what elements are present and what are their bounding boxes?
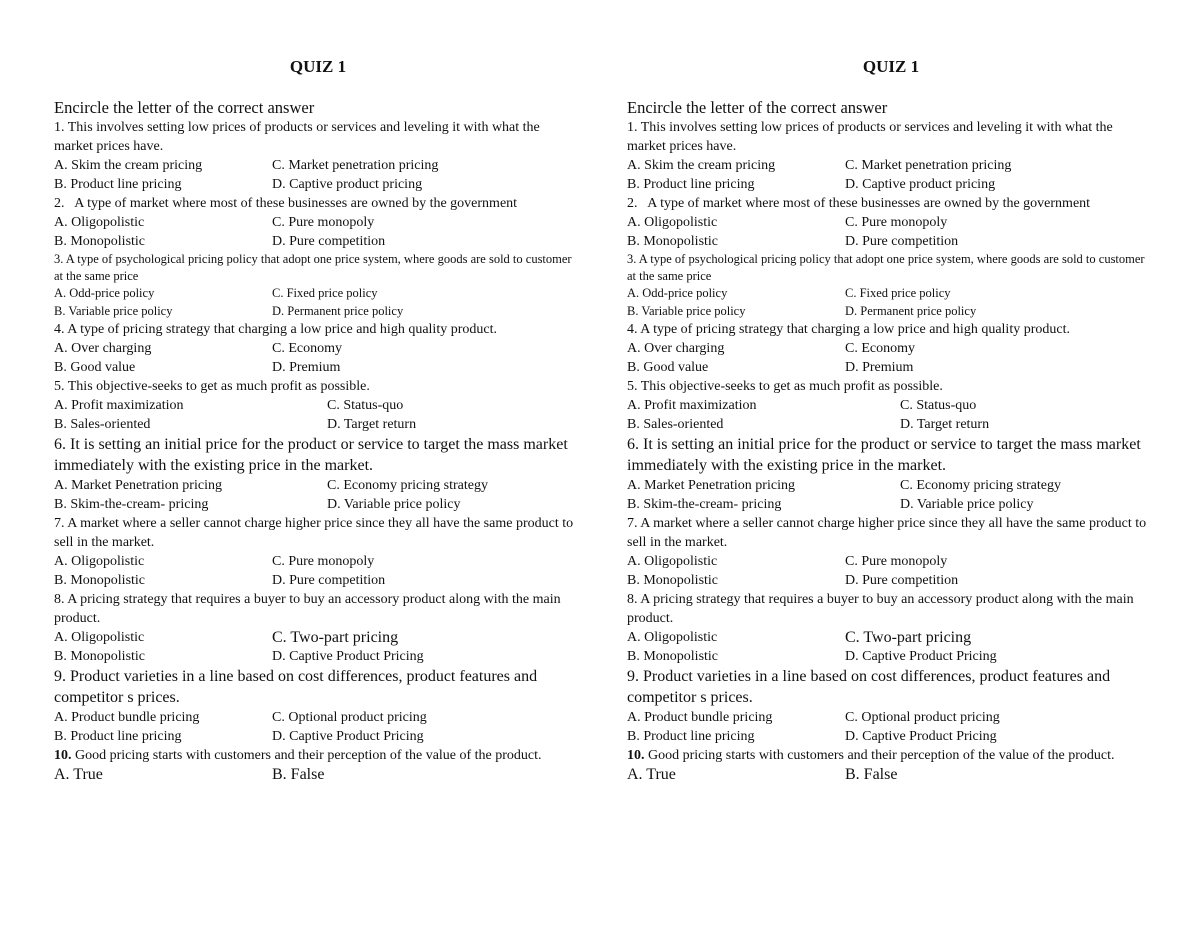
option-a: A. Oligopolistic bbox=[627, 215, 718, 230]
option-row bbox=[54, 765, 574, 785]
option-b: B. Monopolistic bbox=[54, 573, 146, 588]
option-row bbox=[54, 156, 574, 175]
question-2 bbox=[627, 194, 1147, 251]
quiz-column-right bbox=[627, 56, 1147, 785]
option-b: B. Good value bbox=[627, 360, 709, 375]
question-3 bbox=[627, 251, 1147, 320]
question-10 bbox=[627, 746, 1147, 785]
option-b: B. Skim-the-cream- pricing bbox=[54, 497, 209, 512]
option-a: A. Oligopolistic bbox=[627, 554, 718, 569]
option-d: D. Target return bbox=[900, 417, 990, 432]
question-5 bbox=[54, 377, 574, 434]
option-row bbox=[627, 647, 1147, 666]
option-a: A. True bbox=[54, 766, 103, 783]
option-row bbox=[627, 232, 1147, 251]
option-b: B. False bbox=[845, 766, 898, 783]
question-4 bbox=[627, 320, 1147, 377]
option-b: B. Sales-oriented bbox=[54, 417, 151, 432]
option-c: C. Pure monopoly bbox=[845, 215, 948, 230]
option-row bbox=[627, 495, 1147, 514]
question-stem: 6. It is setting an initial price for the product or service to target the mass market immediately with the existing price in the market. bbox=[54, 436, 568, 474]
question-stem: 9. Product varieties in a line based on cost differences, product features and competitor s prices. bbox=[627, 668, 1111, 706]
option-a: A. Market Penetration pricing bbox=[54, 478, 222, 493]
option-row bbox=[627, 396, 1147, 415]
option-d: D. Pure competition bbox=[272, 573, 386, 588]
option-row bbox=[54, 285, 574, 303]
option-row bbox=[54, 396, 574, 415]
option-c: C. Fixed price policy bbox=[272, 286, 378, 300]
option-row bbox=[627, 156, 1147, 175]
question-7 bbox=[54, 514, 574, 590]
question-8 bbox=[627, 590, 1147, 666]
option-a: A. Oligopolistic bbox=[54, 215, 145, 230]
option-row bbox=[54, 175, 574, 194]
option-c: C. Economy pricing strategy bbox=[900, 478, 1061, 493]
option-row bbox=[54, 628, 574, 647]
question-3 bbox=[54, 251, 574, 320]
question-10 bbox=[54, 746, 574, 785]
question-stem bbox=[627, 746, 1147, 765]
option-c: C. Economy pricing strategy bbox=[327, 478, 488, 493]
option-b: B. Monopolistic bbox=[627, 234, 719, 249]
question-stem bbox=[54, 746, 574, 765]
option-d: D. Captive product pricing bbox=[845, 177, 996, 192]
question-text: Good pricing starts with customers and their perception of the value of the product. bbox=[644, 748, 1115, 763]
option-d: D. Pure competition bbox=[272, 234, 386, 249]
question-2 bbox=[54, 194, 574, 251]
option-row bbox=[627, 175, 1147, 194]
option-row bbox=[627, 303, 1147, 321]
quiz-column-left bbox=[54, 56, 574, 785]
option-b: B. Variable price policy bbox=[627, 303, 746, 318]
option-a: A. Market Penetration pricing bbox=[627, 478, 795, 493]
option-c: C. Optional product pricing bbox=[845, 710, 1000, 725]
option-b: B. Product line pricing bbox=[54, 177, 182, 192]
question-stem: 8. A pricing strategy that requires a buyer to buy an accessory product along with the main product. bbox=[627, 592, 1134, 626]
question-8 bbox=[54, 590, 574, 666]
option-a: A. Odd-price policy bbox=[627, 286, 728, 300]
question-stem: 1. This involves setting low prices of products or services and leveling it with what the market prices have. bbox=[627, 120, 1113, 154]
option-d: D. Variable price policy bbox=[327, 497, 461, 512]
option-row bbox=[627, 358, 1147, 377]
question-6 bbox=[627, 434, 1147, 514]
option-row bbox=[54, 647, 574, 666]
question-stem: 7. A market where a seller cannot charge higher price since they all have the same product to sell in the market. bbox=[627, 516, 1147, 550]
option-b: B. Product line pricing bbox=[627, 729, 755, 744]
option-row bbox=[54, 552, 574, 571]
question-text: Good pricing starts with customers and their perception of the value of the product. bbox=[71, 748, 542, 763]
question-stem: 8. A pricing strategy that requires a buyer to buy an accessory product along with the main product. bbox=[54, 592, 561, 626]
option-row bbox=[627, 552, 1147, 571]
question-7 bbox=[627, 514, 1147, 590]
option-a: A. Over charging bbox=[627, 341, 725, 356]
question-stem: 4. A type of pricing strategy that charging a low price and high quality product. bbox=[54, 322, 497, 337]
option-row bbox=[54, 571, 574, 590]
option-row bbox=[54, 708, 574, 727]
option-d: D. Pure competition bbox=[845, 234, 959, 249]
option-row bbox=[627, 765, 1147, 785]
option-a: A. True bbox=[627, 766, 676, 783]
question-stem: 3. A type of psychological pricing policy that adopt one price system, where goods are sold to customer at the same price bbox=[54, 252, 572, 283]
option-d: D. Permanent price policy bbox=[845, 303, 977, 318]
option-row bbox=[627, 628, 1147, 647]
question-number: 10. bbox=[627, 748, 645, 763]
option-a: A. Oligopolistic bbox=[54, 630, 145, 645]
option-a: A. Skim the cream pricing bbox=[627, 158, 776, 173]
option-b: B. Monopolistic bbox=[54, 649, 146, 664]
option-c: C. Optional product pricing bbox=[272, 710, 427, 725]
option-c: C. Economy bbox=[272, 341, 342, 356]
question-stem: 6. It is setting an initial price for the product or service to target the mass market immediately with the existing price in the market. bbox=[627, 436, 1141, 474]
option-c: C. Status-quo bbox=[327, 398, 404, 413]
option-row bbox=[627, 571, 1147, 590]
option-row bbox=[54, 358, 574, 377]
option-b: B. Product line pricing bbox=[54, 729, 182, 744]
question-stem: 3. A type of psychological pricing policy that adopt one price system, where goods are sold to customer at the same price bbox=[627, 252, 1145, 283]
question-stem: 1. This involves setting low prices of products or services and leveling it with what the market prices have. bbox=[54, 120, 540, 154]
question-1 bbox=[627, 118, 1147, 194]
question-4 bbox=[54, 320, 574, 377]
option-c: C. Fixed price policy bbox=[845, 286, 951, 300]
question-1 bbox=[54, 118, 574, 194]
option-d: D. Captive Product Pricing bbox=[272, 649, 424, 664]
question-stem: 4. A type of pricing strategy that charging a low price and high quality product. bbox=[627, 322, 1070, 337]
option-a: A. Oligopolistic bbox=[54, 554, 145, 569]
option-c: C. Pure monopoly bbox=[272, 215, 375, 230]
option-row bbox=[54, 415, 574, 434]
option-row bbox=[627, 727, 1147, 746]
option-row bbox=[54, 727, 574, 746]
option-c: C. Two-part pricing bbox=[272, 629, 399, 646]
option-d: D. Variable price policy bbox=[900, 497, 1034, 512]
question-9 bbox=[54, 666, 574, 746]
option-b: B. Sales-oriented bbox=[627, 417, 724, 432]
option-b: B. Product line pricing bbox=[627, 177, 755, 192]
option-row bbox=[54, 303, 574, 321]
option-c: C. Status-quo bbox=[900, 398, 977, 413]
option-b: B. Monopolistic bbox=[627, 649, 719, 664]
option-b: B. Good value bbox=[54, 360, 136, 375]
option-d: D. Captive Product Pricing bbox=[845, 649, 997, 664]
quiz-instruction: Encircle the letter of the correct answer bbox=[54, 98, 315, 117]
option-row bbox=[54, 339, 574, 358]
option-b: B. Skim-the-cream- pricing bbox=[627, 497, 782, 512]
option-a: A. Profit maximization bbox=[54, 398, 184, 413]
option-c: C. Market penetration pricing bbox=[272, 158, 439, 173]
question-stem: 2. A type of market where most of these businesses are owned by the government bbox=[627, 196, 1091, 211]
quiz-title: QUIZ 1 bbox=[862, 57, 920, 76]
option-d: D. Captive product pricing bbox=[272, 177, 423, 192]
option-row bbox=[627, 213, 1147, 232]
option-b: B. Variable price policy bbox=[54, 303, 173, 318]
question-9 bbox=[627, 666, 1147, 746]
quiz-title: QUIZ 1 bbox=[289, 57, 347, 76]
question-stem: 2. A type of market where most of these businesses are owned by the government bbox=[54, 196, 518, 211]
option-c: C. Two-part pricing bbox=[845, 629, 972, 646]
question-stem: 7. A market where a seller cannot charge higher price since they all have the same product to sell in the market. bbox=[54, 516, 574, 550]
option-c: C. Pure monopoly bbox=[845, 554, 948, 569]
option-b: B. Monopolistic bbox=[54, 234, 146, 249]
option-c: C. Pure monopoly bbox=[272, 554, 375, 569]
option-d: D. Premium bbox=[845, 360, 914, 375]
question-stem: 9. Product varieties in a line based on cost differences, product features and competitor s prices. bbox=[54, 668, 538, 706]
question-stem: 5. This objective-seeks to get as much profit as possible. bbox=[627, 379, 943, 394]
question-number: 10. bbox=[54, 748, 72, 763]
option-d: D. Target return bbox=[327, 417, 417, 432]
option-d: D. Premium bbox=[272, 360, 341, 375]
option-row bbox=[627, 415, 1147, 434]
option-row bbox=[54, 213, 574, 232]
option-a: A. Odd-price policy bbox=[54, 286, 155, 300]
option-d: D. Permanent price policy bbox=[272, 303, 404, 318]
option-a: A. Product bundle pricing bbox=[54, 710, 200, 725]
question-stem: 5. This objective-seeks to get as much profit as possible. bbox=[54, 379, 370, 394]
option-c: C. Economy bbox=[845, 341, 915, 356]
option-row bbox=[627, 285, 1147, 303]
question-5 bbox=[627, 377, 1147, 434]
option-d: D. Pure competition bbox=[845, 573, 959, 588]
option-b: B. Monopolistic bbox=[627, 573, 719, 588]
question-6 bbox=[54, 434, 574, 514]
option-a: A. Skim the cream pricing bbox=[54, 158, 203, 173]
option-d: D. Captive Product Pricing bbox=[272, 729, 424, 744]
option-b: B. False bbox=[272, 766, 325, 783]
option-a: A. Over charging bbox=[54, 341, 152, 356]
option-a: A. Product bundle pricing bbox=[627, 710, 773, 725]
option-c: C. Market penetration pricing bbox=[845, 158, 1012, 173]
option-a: A. Oligopolistic bbox=[627, 630, 718, 645]
quiz-instruction: Encircle the letter of the correct answer bbox=[627, 98, 888, 117]
option-d: D. Captive Product Pricing bbox=[845, 729, 997, 744]
option-row bbox=[627, 708, 1147, 727]
option-row bbox=[54, 476, 574, 495]
option-a: A. Profit maximization bbox=[627, 398, 757, 413]
option-row bbox=[627, 476, 1147, 495]
option-row bbox=[627, 339, 1147, 358]
option-row bbox=[54, 495, 574, 514]
option-row bbox=[54, 232, 574, 251]
